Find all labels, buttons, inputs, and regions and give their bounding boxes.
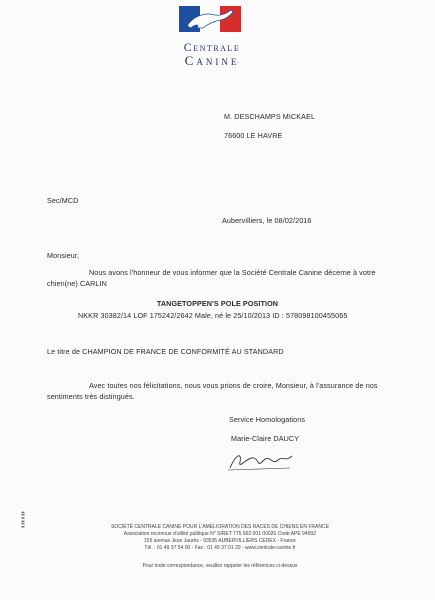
recipient-city: 76600 LE HAVRE [224, 131, 283, 140]
recipient-name: M. DESCHAMPS MICKAEL [224, 112, 316, 121]
closing-line-2: sentiments très distingués. [47, 392, 135, 401]
dog-name: TANGETOPPEN'S POLE POSITION [156, 299, 279, 308]
footer-line-2: Association reconnue d'utilité publique N° SIRET 775 662 001 00026 Code APE 9499Z [123, 531, 317, 537]
side-print-mark: ▮ ▮▮ ▮ ▮▮ [20, 511, 25, 528]
closing-line-1: Avec toutes nos félicitations, nous vous prions de croire, Monsieur, à l'assurance de nos [89, 381, 378, 390]
reference-code: Sec/MCD [47, 196, 79, 205]
logo-line-1: Centrale [183, 40, 241, 54]
body-line-1: Nous avons l'honneur de vous informer que la Société Centrale Canine décerne à votre [89, 268, 376, 277]
place-date: Aubervilliers, le 08/02/2016 [222, 216, 312, 225]
title-awarded: Le titre de CHAMPION DE FRANCE DE CONFORMITÉ AU STANDARD [47, 347, 284, 356]
footer-line-5: Pour toute correspondance, veuillez rappeler les références ci-dessus [142, 563, 298, 569]
centrale-canine-logo-flag [179, 6, 241, 32]
footer-line-1: SOCIÉTÉ CENTRALE CANINE POUR L'AMÉLIORATION DES RACES DE CHIENS EN FRANCE [111, 524, 329, 530]
salutation: Monsieur, [47, 251, 80, 260]
dog-silhouette-icon [179, 6, 241, 32]
signature-service: Service Homologations [229, 415, 306, 424]
centrale-canine-logo-text [172, 40, 252, 68]
footer-line-4: Tél. : 01 49 37 54 00 - Fax : 01 49 37 01 20 - www.centrale-canine.fr [144, 545, 296, 551]
handwritten-signature [226, 448, 296, 474]
footer-line-3: 155 avenue Jean Jaurès - 93535 AUBERVILLIERS CEDEX - France [144, 538, 296, 544]
body-line-2: chien(ne) CARLIN [47, 279, 107, 288]
signature-name: Marie-Claire DAUCY [231, 434, 300, 443]
dog-details: NKKR 30382/14 LOF 175242/2642 Male, né le 25/10/2013 ID : 578098100455065 [78, 311, 348, 320]
logo-line-2: Canine [184, 53, 240, 68]
